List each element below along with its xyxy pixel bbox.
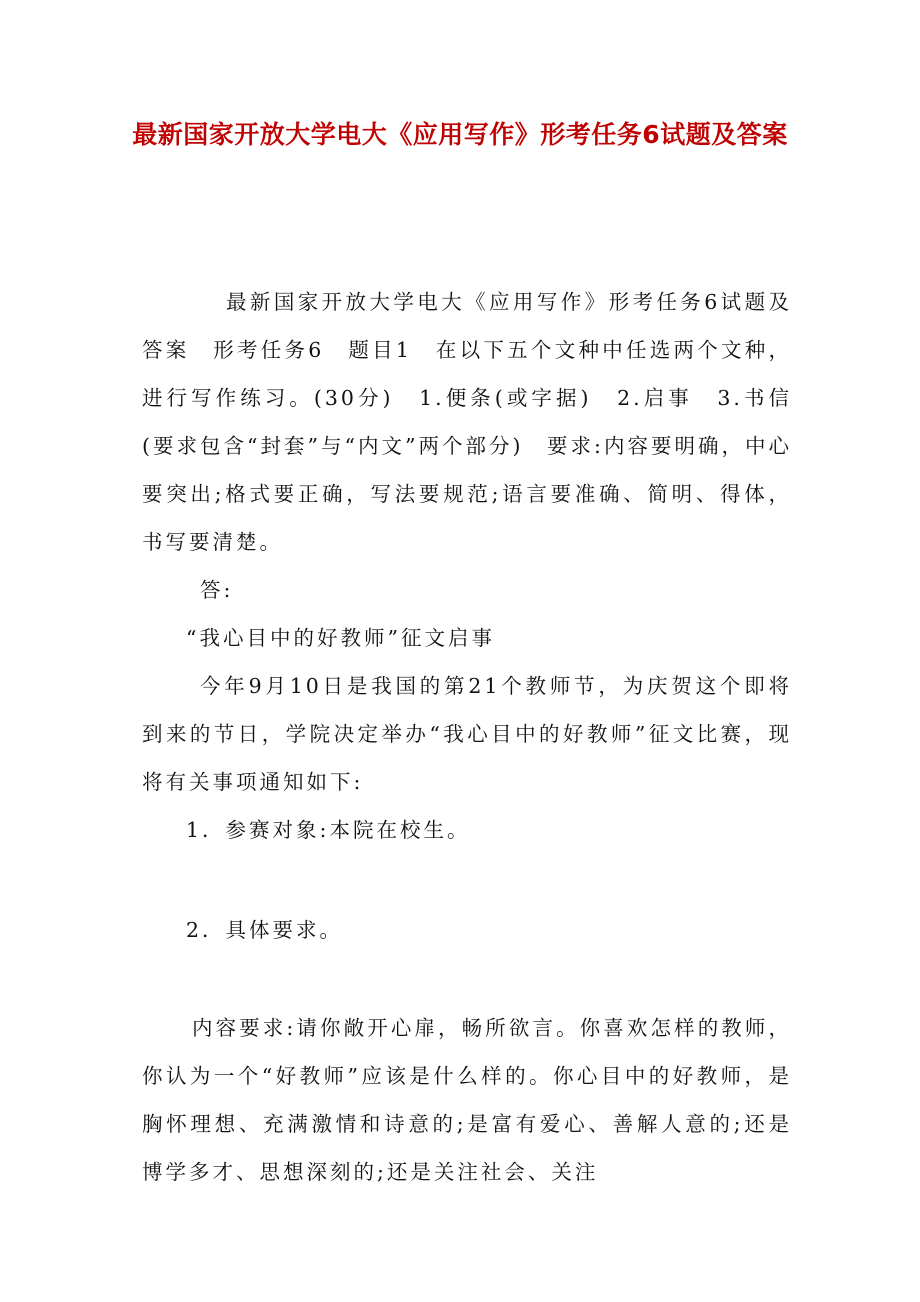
list-item-participants: 1．参赛对象:本院在校生。 [186,818,471,842]
list-item-requirements: 2．具体要求。 [186,918,344,942]
intro-paragraph: 最新国家开放大学电大《应用写作》形考任务6试题及答案 形考任务6 题目1 在以下五个文种中任选两个文种，进行写作练习。(30分) 1.便条(或字据) 2.启事 3.书信(要求包含“封套”与“内文”两个部分) 要求:内容要明确，中心要突出;格式要正确，写法要规范;语言要准确、简明、得体，书写要清楚。 [142,290,792,554]
notice-title: “我心目中的好教师”征文启事 [186,626,495,650]
answer-label: 答: [200,578,234,602]
content-requirement-paragraph: 内容要求:请你敞开心扉，畅所欲言。你喜欢怎样的教师，你认为一个“好教师”应该是什么样的。你心目中的好教师，是胸怀理想、充满激情和诗意的;是富有爱心、善解人意的;还是博学多才、思想深刻的;还是关注社会、关注 [142,1016,792,1184]
notice-paragraph: 今年9月10日是我国的第21个教师节，为庆贺这个即将到来的节日，学院决定举办“我心目中的好教师”征文比赛，现将有关事项通知如下: [142,674,792,794]
document-title: 最新国家开放大学电大《应用写作》形考任务6试题及答案 [132,120,788,149]
